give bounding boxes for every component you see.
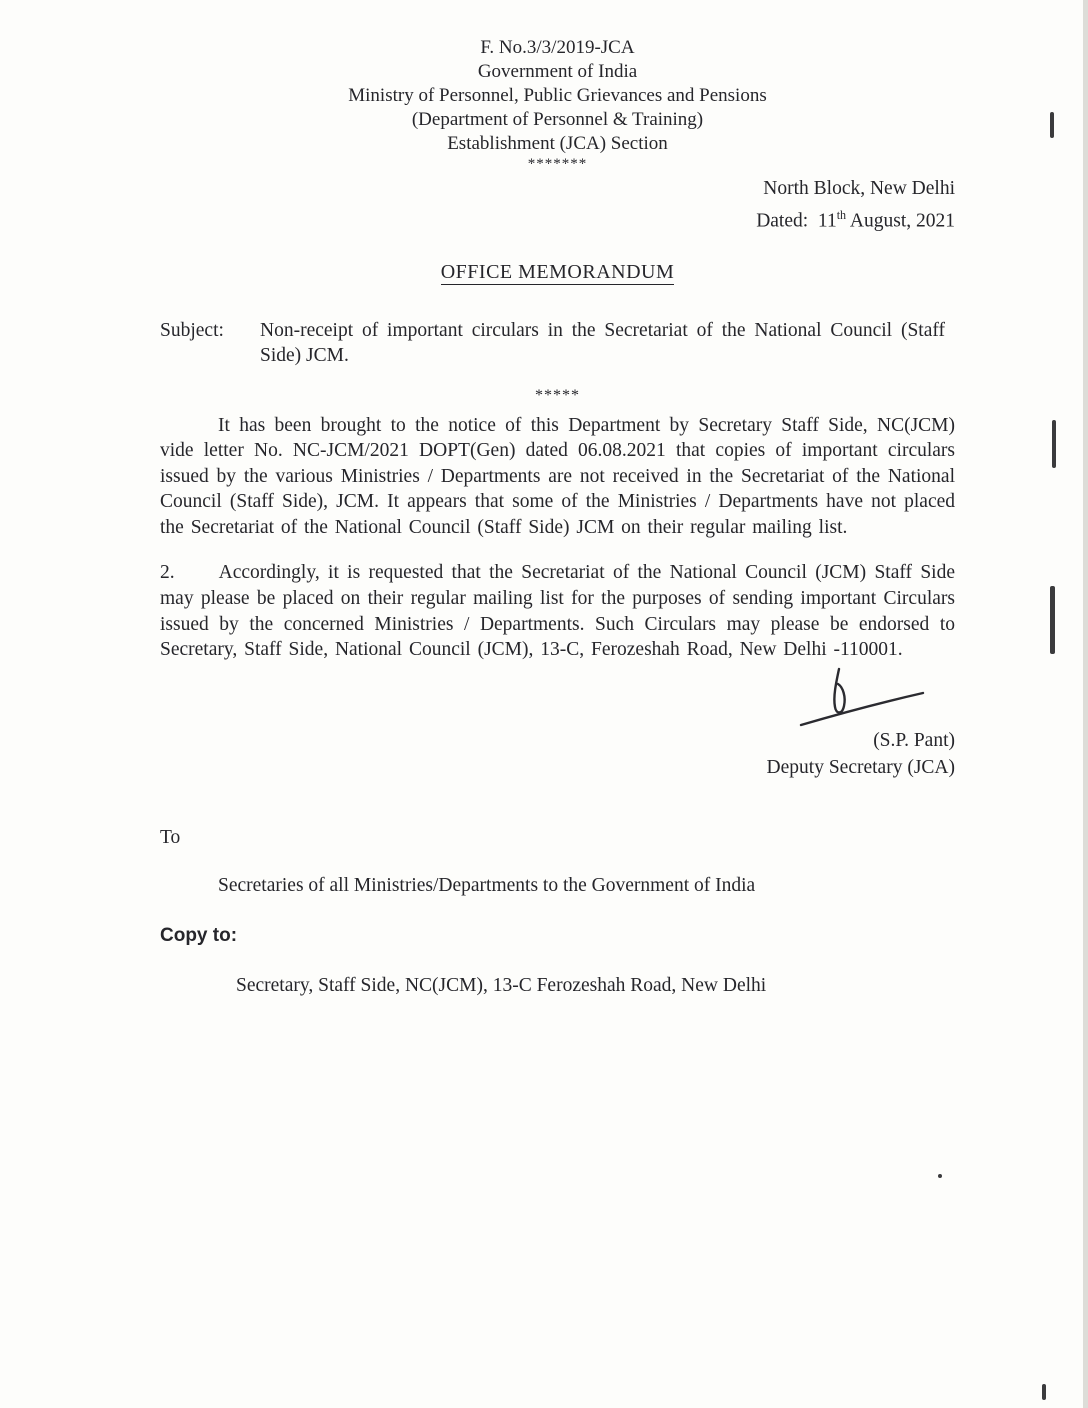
org-line-3: (Department of Personnel & Training) (411, 109, 704, 130)
file-number: F. No.3/3/2019-JCA (480, 37, 635, 58)
org-line-4: Establishment (JCA) Section (447, 133, 668, 154)
separator-stars: ***** (535, 386, 580, 404)
scan-artifact (1050, 586, 1055, 654)
scan-edge-artifact (1083, 0, 1088, 1408)
date-suffix: August, 2021 (846, 210, 955, 232)
date-ordinal: th (836, 208, 847, 222)
subject-row (160, 318, 955, 369)
date-line (160, 202, 955, 235)
subject-text: Non-receipt of important circulars in the Secretariat of the National Council (Staff Side) JCM. (260, 319, 945, 366)
copy-to-label: Copy to: (160, 924, 238, 946)
handwritten-signature (787, 663, 927, 735)
signature-block (160, 727, 955, 781)
addressee-text: Secretaries of all Ministries/Departments to the Government of India (218, 874, 756, 896)
addressee-label: To (160, 826, 181, 848)
place-line: North Block, New Delhi (763, 178, 955, 199)
paragraph-1: It has been brought to the notice of this Department by Secretary Staff Side, NC(JCM) vide letter No. NC-JCM/2021 DOPT(Gen) dated 06.08.2021 that copies of important circulars issued by the various Ministries / Departments are not received in the Secretariat of the National Council (Staff Side), JCM. It appears that some of the Ministries / Departments have not placed the Secretariat of the National Council (Staff Side) JCM on their regular mailing list. (160, 414, 955, 538)
scan-artifact (1042, 1384, 1046, 1400)
letterhead (160, 36, 955, 172)
scan-artifact (1050, 112, 1054, 138)
org-line-1: Government of India (477, 61, 638, 82)
header-stars: ******* (527, 156, 588, 172)
scan-artifact (1052, 420, 1056, 468)
date-prefix: Dated: 11 (756, 210, 837, 232)
signatory-name: (S.P. Pant) (873, 729, 955, 751)
paragraph-2-text: Accordingly, it is requested that the Secretariat of the National Council (JCM) Staff Side may please be placed on their regular mailing list for the purposes of sending important Circulars issued by the concerned Ministries / Departments. Such Circulars may please be endorsed to Secretary, Staff Side, National Council (JCM), 13-C, Ferozeshah Road, New Delhi -110001. (160, 562, 955, 661)
scan-artifact (938, 1174, 942, 1178)
place-date-block (160, 176, 955, 235)
document-title: OFFICE MEMORANDUM (440, 260, 675, 283)
signatory-designation: Deputy Secretary (JCA) (766, 756, 955, 778)
paragraph-2 (160, 560, 955, 662)
subject-label: Subject: (160, 319, 224, 341)
copy-to-text: Secretary, Staff Side, NC(JCM), 13-C Ferozeshah Road, New Delhi (236, 974, 767, 996)
org-line-2: Ministry of Personnel, Public Grievances and Pensions (348, 85, 767, 106)
paragraph-2-number: 2. (160, 562, 175, 584)
